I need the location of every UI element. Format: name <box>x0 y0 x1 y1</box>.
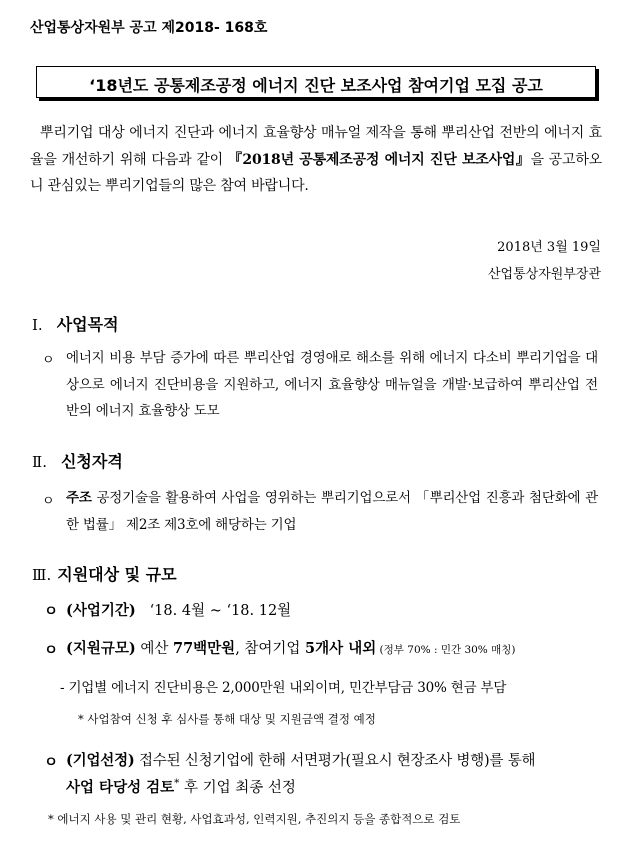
scale-line <box>66 637 516 658</box>
selection-sup: * <box>174 777 180 790</box>
eligibility-rest: 공정기술을 활용하여 사업을 영위하는 뿌리기업으로서 「뿌리산업 진흥과 첨단화에 관한 법률」 제2조 제3호에 해당하는 기업 <box>66 490 598 533</box>
section-1-heading <box>32 312 119 335</box>
intro-program-name: 『2018년 공통제조공정 에너지 진단 보조사업』 <box>227 151 531 168</box>
selection-bullet: ㅇ <box>44 754 59 771</box>
section-2-title: 신청자격 <box>60 452 123 471</box>
period-line <box>66 599 291 620</box>
scale-label: (지원규모) <box>66 640 136 657</box>
section-3-number: Ⅲ. <box>32 566 52 584</box>
selection-label: (기업선정) <box>66 752 135 769</box>
purpose-bullet: ㅇ <box>42 353 55 368</box>
eligibility-bold-lead: 주조 <box>66 490 92 506</box>
selection-text-b: 후 기업 최종 선정 <box>179 780 296 796</box>
scale-bullet: ㅇ <box>44 642 59 659</box>
selection-line-2 <box>66 776 296 797</box>
period-value: ‘18. 4월 ~ ‘18. 12월 <box>149 603 292 619</box>
notice-number: 산업통상자원부 공고 제2018- 168호 <box>30 20 268 36</box>
section-3-title: 지원대상 및 규모 <box>57 565 177 584</box>
selection-line-1 <box>66 749 535 770</box>
dash-item: - 기업별 에너지 진단비용은 2,000만원 내외이며, 민간부담금 30% 현금 부담 <box>60 680 507 696</box>
eligibility-bullet: ㅇ <box>42 494 55 509</box>
scale-text-b: , 참여기업 <box>235 641 306 657</box>
scale-text-a: 예산 <box>135 641 173 657</box>
selection-bold: 사업 타당성 검토 <box>66 779 175 796</box>
period-bullet: ㅇ <box>44 603 59 620</box>
period-label: (사업기간) <box>66 602 136 619</box>
section-2-heading <box>32 449 123 472</box>
section-1-title: 사업목적 <box>56 315 119 334</box>
section-3-heading <box>32 562 177 585</box>
scale-company-count: 5개사 내외 <box>305 640 377 657</box>
eligibility-text <box>66 485 598 538</box>
intro-paragraph <box>30 120 602 200</box>
star-note-2: * 에너지 사용 및 관리 현황, 사업효과성, 인력지원, 추진의지 등을 종합적으로 검토 <box>48 812 461 826</box>
scale-matching-note: (정부 70% : 민간 30% 매칭) <box>376 644 516 656</box>
title-box <box>36 66 596 98</box>
section-1-number: Ⅰ. <box>32 316 43 334</box>
section-2-number: Ⅱ. <box>32 453 47 471</box>
notice-date: 2018년 3월 19일 <box>497 240 601 255</box>
page-title: ‘18년도 공통제조공정 에너지 진단 보조사업 참여기업 모집 공고 <box>89 76 543 95</box>
scale-budget: 77백만원 <box>172 640 236 657</box>
intro-text-c: 을 공고하오니 관심있는 뿌리기업들의 많은 참여 바랍니다. <box>30 151 602 194</box>
star-note-1: * 사업참여 신청 후 심사를 통해 대상 및 지원금액 결정 예정 <box>78 712 376 726</box>
intro-text-a: 뿌리기업 대상 에너지 진단과 에너지 효율향상 매뉴얼 제작을 통해 뿌리산업 전반의 에너지 효율을 개선하기 위해 다음과 같이 <box>30 125 602 168</box>
selection-text-a: 접수된 신청기업에 한해 서면평가(필요시 현장조사 병행)를 통해 <box>134 753 536 769</box>
purpose-text: 에너지 비용 부담 증가에 따른 뿌리산업 경영애로 해소를 위해 에너지 다소비 뿌리기업을 대상으로 에너지 진단비용을 지원하고, 에너지 효율향상 매뉴얼을 개발·보급하여 뿌리산업 전반의 에너지 효율향상 도모 <box>66 350 598 419</box>
signer: 산업통상자원부장관 <box>487 267 601 282</box>
